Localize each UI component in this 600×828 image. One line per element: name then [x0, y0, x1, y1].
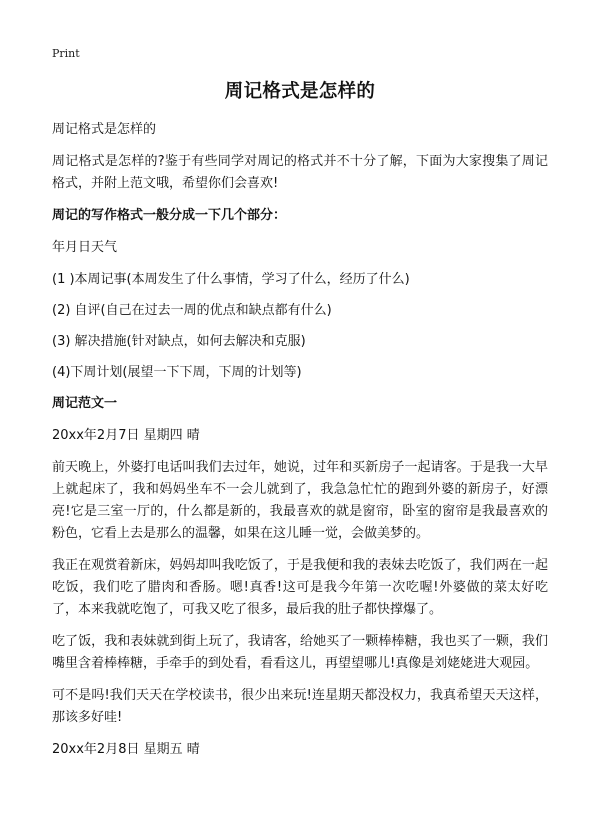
example-heading: 周记范文一	[52, 396, 118, 411]
format-item-2: (2) 自评(自己在过去一周的优点和缺点都有什么)	[52, 303, 332, 318]
intro-paragraph: 周记格式是怎样的?鉴于有些同学对周记的格式并不十分了解，下面为大家搜集了周记格式，并附上范文哦，希望你们会喜欢!	[52, 154, 548, 191]
subtitle: 周记格式是怎样的	[52, 122, 157, 137]
article-content	[52, 119, 548, 771]
format-item-1: (1 )本周记事(本周发生了什么事情，学习了什么，经历了什么)	[52, 272, 410, 287]
format-heading: 周记的写作格式一般分成一下几个部分：	[52, 208, 287, 223]
date-weather-line: 年月日天气	[52, 240, 118, 255]
print-label: Print	[52, 47, 80, 60]
entry-1-paragraph-3: 吃了饭，我和表妹就到街上玩了，我请客，给她买了一颗棒棒糖，我也买了一颗，我们嘴里含着棒棒糖，手牵手的到处看，看看这儿，再望望哪儿!真像是刘姥姥进大观园。	[52, 634, 548, 671]
entry-2-date: 20xx年2月8日 星期五 晴	[52, 742, 200, 757]
format-item-4: (4)下周计划(展望一下下周，下周的计划等)	[52, 365, 302, 380]
entry-1-paragraph-4: 可不是吗!我们天天在学校读书，很少出来玩!连星期天都没权力，我真希望天天这样，那该多好哇!	[52, 688, 548, 725]
format-item-3: (3) 解决措施(针对缺点，如何去解决和克服)	[52, 334, 306, 349]
entry-1-paragraph-1: 前天晚上，外婆打电话叫我们去过年，她说，过年和买新房子一起请客。于是我一大早上就起床了，我和妈妈坐车不一会儿就到了，我急急忙忙的跑到外婆的新房子，好漂亮!它是三室一厅的，什么都是新的，我最喜欢的就是窗帘，卧室的窗帘是我最喜欢的粉色，它看上去是那么的温馨，如果在这儿睡一觉，会做美梦的。	[52, 460, 548, 541]
entry-1-date: 20xx年2月7日 星期四 晴	[52, 428, 200, 443]
page-title: 周记格式是怎样的	[224, 81, 376, 102]
entry-1-paragraph-2: 我正在观赏着新床，妈妈却叫我吃饭了，于是我便和我的表妹去吃饭了，我们两在一起吃饭，我们吃了腊肉和香肠。嗯!真香!这可是我今年第一次吃喔!外婆做的菜太好吃了，本来我就吃饱了，可我又吃了很多，最后我的肚子都快撑爆了。	[52, 558, 548, 617]
